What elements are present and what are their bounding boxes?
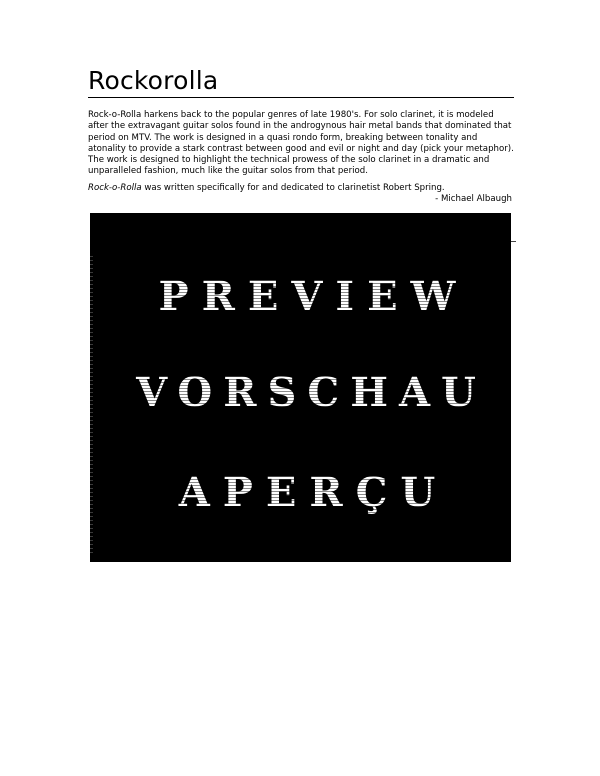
title-divider bbox=[88, 97, 514, 98]
watermark-apercu: APERÇU bbox=[90, 471, 524, 515]
score-preview-image bbox=[90, 213, 511, 562]
watermark-vorschau: VORSCHAU bbox=[90, 371, 522, 415]
dedication-text: was written specifically for and dedicated to clarinetist Robert Spring. bbox=[141, 183, 445, 193]
score-staff-line bbox=[511, 241, 516, 242]
page-title: Rockorolla bbox=[88, 66, 219, 95]
dedication-note bbox=[88, 183, 514, 194]
dedication-work-title: Rock-o-Rolla bbox=[88, 183, 142, 193]
watermark-preview: PREVIEW bbox=[90, 275, 524, 319]
program-note: Rock-o-Rolla harkens back to the popular genres of late 1980's. For solo clarinet, it is modeled after the extravagant guitar solos found in the androgynous hair metal bands that dominated that period on MTV. The work is designed in a quasi rondo form, breaking between tonality and atonality to provide a stark contrast between good and evil or night and day (pick your metaphor). The work is designed to highlight the technical prowess of the solo clarinet in a dramatic and unparalleled fashion, much like the guitar solos from that period. bbox=[88, 110, 514, 177]
composer-attribution: - Michael Albaugh bbox=[435, 194, 512, 204]
